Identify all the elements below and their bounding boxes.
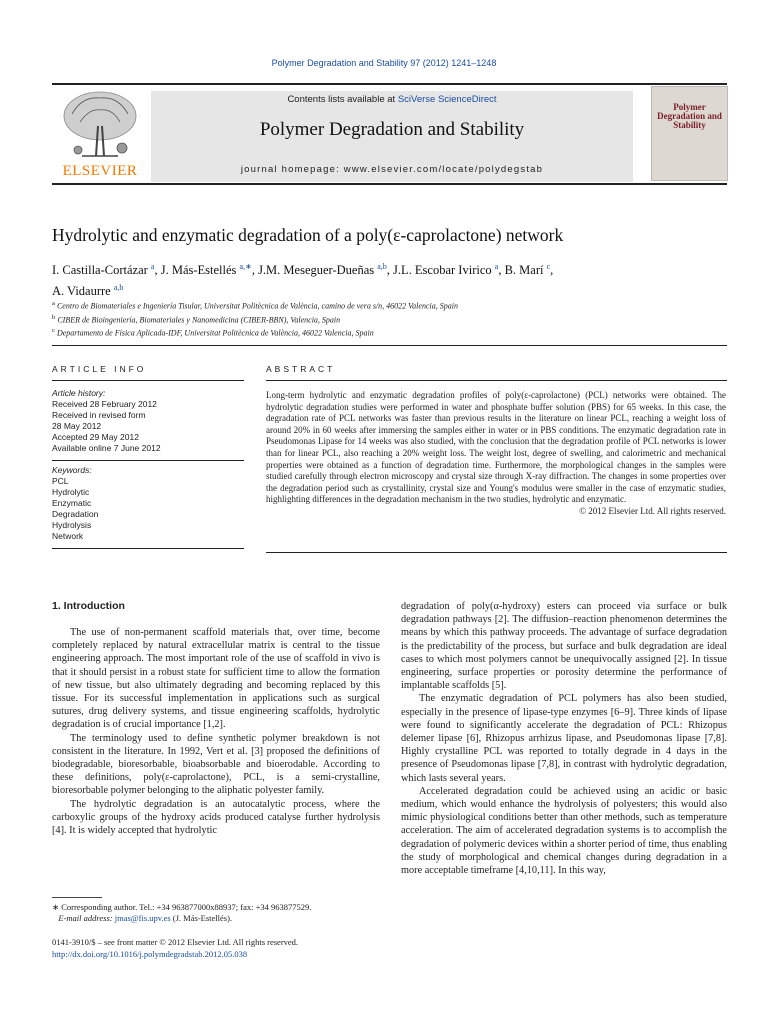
keyword: Enzymatic xyxy=(52,498,92,508)
journal-masthead xyxy=(151,91,633,182)
affiliation-text: CIBER de Bioingeniería, Biomateriales y Nanomedicina (CIBER-BBN), Valencia, Spain xyxy=(57,315,341,325)
author: J.L. Escobar Ivirico xyxy=(393,263,492,278)
affiliation-text: Departamento de Física Aplicada-IDF, Universitat Politècnica de València, 46022 Valencia, Spain xyxy=(56,328,374,338)
elsevier-tree-icon xyxy=(52,86,148,164)
author: I. Castilla-Cortázar xyxy=(52,263,148,278)
cover-title: Polymer Degradation and Stability xyxy=(657,102,722,130)
elsevier-logo[interactable] xyxy=(52,86,148,182)
publisher-name: ELSEVIER xyxy=(62,163,138,179)
author-sup[interactable]: a xyxy=(494,262,499,271)
header-bottom-rule xyxy=(52,183,727,185)
header-top-rule xyxy=(52,83,727,85)
keyword: Hydrolysis xyxy=(52,520,92,530)
author: J.M. Meseguer-Dueñas xyxy=(258,263,375,278)
affiliation-item xyxy=(52,325,727,339)
contents-line xyxy=(151,94,633,105)
issn-line: 0141-3910/$ – see front matter © 2012 Elsevier Ltd. All rights reserved. xyxy=(52,937,299,947)
introduction-heading: 1. Introduction xyxy=(52,600,125,612)
author: B. Marí xyxy=(504,263,544,278)
affiliation-sup: b xyxy=(52,313,56,321)
keywords-label: Keywords: xyxy=(52,465,92,475)
email-label: E-mail address: xyxy=(58,913,115,923)
corresponding-author-note: ∗ Corresponding author. Tel.: +34 963877000x88937; fax: +34 963877529. xyxy=(52,902,312,912)
footnotes xyxy=(52,902,382,924)
article-info-rule xyxy=(52,380,244,381)
author-sup[interactable]: a xyxy=(150,262,155,271)
article-info-heading: ARTICLE INFO xyxy=(52,364,147,374)
affiliation-text: Centro de Biomateriales e Ingeniería Tisular, Universitat Politècnica de València, camino de vera s/n, 46022 Valencia, Spain xyxy=(56,301,458,311)
email-suffix: (J. Más-Estellés). xyxy=(170,913,233,923)
author-sup[interactable]: a,∗ xyxy=(239,262,252,271)
front-matter xyxy=(52,937,382,960)
paragraph: The terminology used to define synthetic polymer breakdown is not consistent in the literature. In 1992, Vert et al. [3] proposed the definitions of biodegradable, bioresorbable, bioabsorbable and bioerodable. According to these definitions, poly(ε-caprolactone), PCL, is a semi-crystalline, bioresorbable polymer belonging to the aliphatic polyester family. xyxy=(52,732,380,797)
history-item: Received in revised form xyxy=(52,410,146,420)
left-column xyxy=(52,626,380,837)
sciencedirect-link[interactable]: SciVerse ScienceDirect xyxy=(397,94,497,105)
paragraph: degradation of poly(α-hydroxy) esters can proceed via surface or bulk degradation pathways [2]. The diffusion–reaction phenomenon determines the means by which this pathway proceeds. The advantage of surface degradation is the predictability of the process, but surface and bulk degradation are ideal cases to which most polymers cannot be unequivocally assigned [2]. In tissue engineering, surface properties or porosity determine the performance of implantable scaffolds [5]. xyxy=(401,601,727,692)
journal-citation[interactable]: Polymer Degradation and Stability 97 (2012) 1241–1248 xyxy=(271,58,497,68)
abstract-body xyxy=(266,390,726,518)
keyword: PCL xyxy=(52,476,69,486)
affiliation-sup: c xyxy=(52,327,55,335)
keyword: Hydrolytic xyxy=(52,487,90,497)
doi-link[interactable]: http://dx.doi.org/10.1016/j.polymdegradstab.2012.05.038 xyxy=(52,948,248,959)
affiliation-sup: a xyxy=(52,300,55,307)
author-list: I. Castilla-Cortázar $^a$, J. Más-Estellés $^{a,∗}$, J.M. Meseguer-Dueñas $^{a,b}$, J.L. Escobar Ivirico $^a$, B. Marí $^c$, A. Vidaurre $^{a,b}$ xyxy=(52,262,554,299)
paragraph: The enzymatic degradation of PCL polymers has also been studied, especially in the presence of lipase-type enzymes [6–9]. Three kinds of lipase were found to significantly accelerate the degradation of PCL: Rhizopus delemer lipase [6], Rhizopus arrhizus lipase, and Pseudomonas lipase [7,8]. Highly crystalline PCL was reported to totally degrade in 4 days in the presence of Pseudomonas lipase [7,8], in contrast with hydrolytic degradation, which lasts several years. xyxy=(401,693,727,784)
abstract-text: Long-term hydrolytic and enzymatic degradation profiles of poly(ε-caprolactone) (PCL) networks were obtained. The hydrolytic degradation studies were performed in water and phosphate buffer solution (PBS) for 65 weeks. In this case, the degradation rate of PCL networks was faster than previous results in the literature on linear PCL, reaching a weight loss of around 20% in 60 weeks after immersing the samples either in water or in PBS conditions. The enzymatic degradation rate in Pseudomonas Lipase for 14 weeks was also studied, with the conclusion that the degradation profile of PCL networks is lower than for linear PCL, also reaching a 20% weight loss. The weight lost, degree of swelling, and calorimetric and mechanical properties were obtained as a function of degradation time. Furthermore, the morphological changes in the samples were studied carefully through electron microscopy and crystal size through X-ray diffraction. The changes in some properties over the degradation period such as crystallinity, crystal size and Young's modulus were smaller in the case of enzymatic studies, highlighting differences in the degradation mechanism in the two studies, hydrolytic and enzymatic. xyxy=(266,390,726,505)
author: A. Vidaurre xyxy=(52,284,111,299)
abstract-copyright: © 2012 Elsevier Ltd. All rights reserved. xyxy=(579,505,726,516)
history-item: 28 May 2012 xyxy=(52,421,102,431)
paragraph: The use of non-permanent scaffold materials that, over time, become completely replaced by natural extracellular matrix is central to the tissue engineering approach. The most important role of the use of scaffold in vivo is that it should persist in a robust state for sufficient time to allow the formation of new tissue, but also ultimately degrading and becoming replaced by this tissue. For its successful implementation in applications such as surgical sutures, drug delivery systems, and tissue engineering scaffolds, hydrolytic degradation is of crucial importance [1,2]. xyxy=(52,627,380,731)
author-sup[interactable]: a,b xyxy=(377,262,387,271)
history-label: Article history: xyxy=(52,388,106,398)
article-info-bottom-rule xyxy=(52,548,244,549)
footnote-rule xyxy=(52,897,102,898)
article-title: Hydrolytic and enzymatic degradation of a poly(ε-caprolactone) network xyxy=(52,225,564,245)
affiliation-item xyxy=(52,298,727,312)
journal-homepage[interactable]: journal homepage: www.elsevier.com/locate/polydegstab xyxy=(240,164,544,175)
author-sup[interactable]: a,b xyxy=(113,283,124,293)
affiliation-item xyxy=(52,312,727,326)
author: J. Más-Estellés xyxy=(160,263,237,278)
paragraph: Accelerated degradation could be achieved using an acidic or basic medium, which would enhance the hydrolysis of polyesters; this would also mimic physiological conditions better than other methods, such as temperature acceleration. The aim of accelerated degradation systems is to accomplish the degradation of polymeric devices within a shorter period of time, thus enabling the study of morphological and chemical changes during degradation in a more acceptable timeframe [4,10,11]. In this way, xyxy=(401,785,727,877)
contents-prefix: Contents lists available at xyxy=(287,94,398,105)
email-note xyxy=(52,913,382,924)
journal-title: Polymer Degradation and Stability xyxy=(259,119,525,140)
journal-cover[interactable] xyxy=(651,86,728,181)
abstract-rule xyxy=(266,380,727,381)
author-sup[interactable]: c xyxy=(546,262,551,271)
keyword: Degradation xyxy=(52,509,99,519)
history-item: Available online 7 June 2012 xyxy=(52,443,161,453)
paragraph: The hydrolytic degradation is an autocatalytic process, where the carboxylic groups of the hydroxy acids produced catalyse further hydrolysis [4]. It is widely accepted that hydrolytic xyxy=(52,798,380,837)
section-rule xyxy=(52,345,727,346)
abstract-heading: ABSTRACT xyxy=(266,364,336,374)
history-item: Accepted 29 May 2012 xyxy=(52,432,139,442)
keywords-rule xyxy=(52,460,244,461)
abstract-bottom-rule xyxy=(266,552,727,553)
article-info xyxy=(52,388,244,542)
history-item: Received 28 February 2012 xyxy=(52,399,157,409)
affiliations xyxy=(52,298,727,339)
keyword: Network xyxy=(52,531,84,541)
right-column xyxy=(401,600,727,877)
email-link[interactable]: jmas@fis.upv.es xyxy=(114,913,171,923)
